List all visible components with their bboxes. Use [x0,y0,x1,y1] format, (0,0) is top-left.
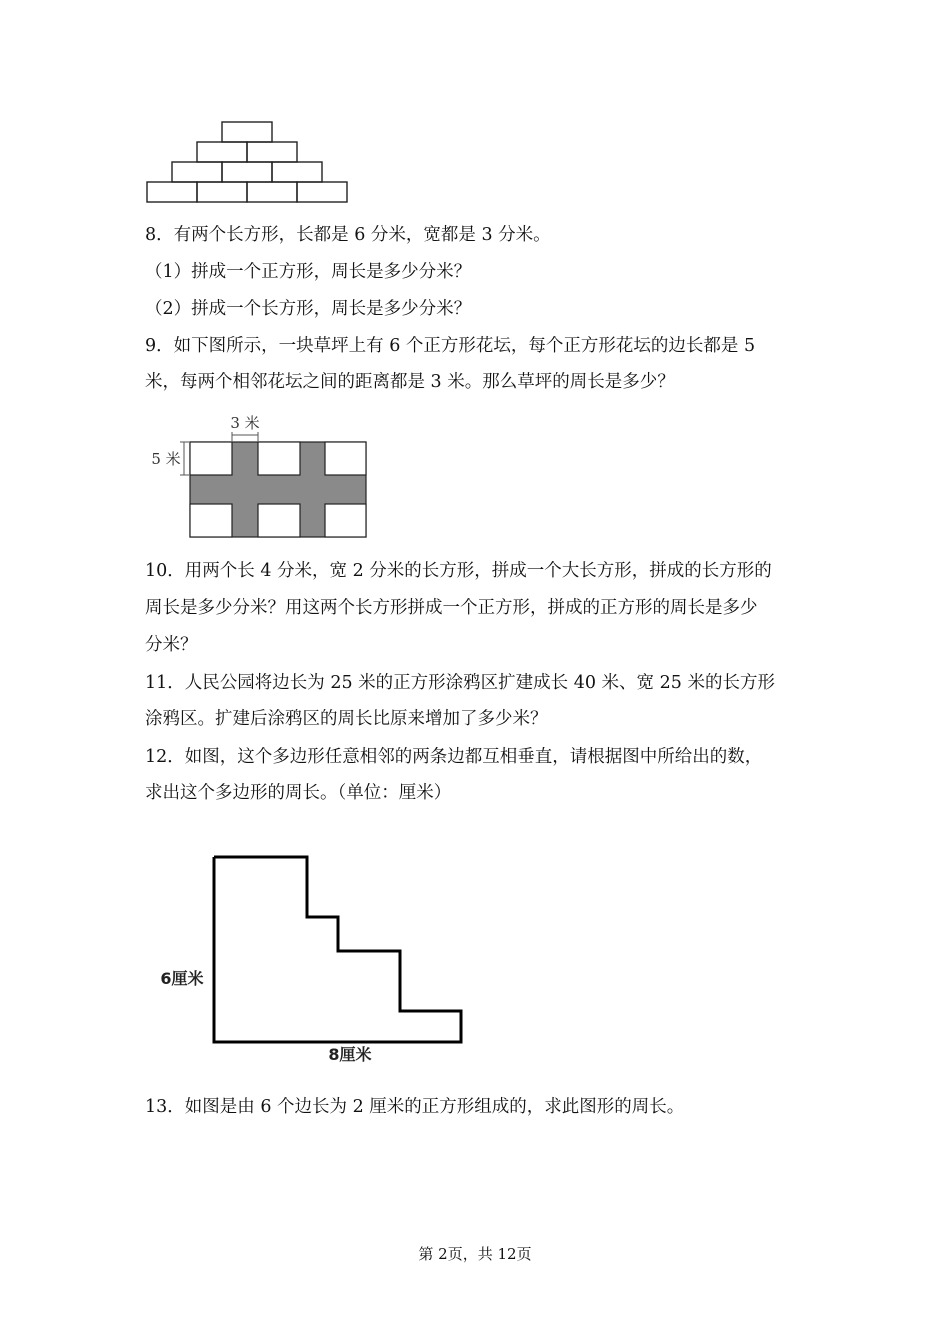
flowerbed [258,442,300,475]
problem-12-line-1: 12．如图，这个多边形任意相邻的两条边都互相垂直，请根据图中所给出的数， [145,747,763,767]
problem-13-line-1: 13．如图是由 6 个边长为 2 厘米的正方形组成的，求此图形的周长。 [145,1097,685,1117]
problem-8-question-1: （1）拼成一个正方形，周长是多少分米？ [145,262,472,282]
problem-11-line-2: 涂鸦区。扩建后涂鸦区的周长比原来增加了多少米？ [145,709,548,729]
problem-10-line-3: 分米？ [145,635,198,655]
problem-12-line-2: 求出这个多边形的周长。（单位：厘米） [145,783,452,803]
brick-pyramid-figure [145,120,355,206]
lawn-flowerbed-figure [140,410,380,545]
problem-10-line-1: 10．用两个长 4 分米，宽 2 分米的长方形，拼成一个大长方形，拼成的长方形的 [145,561,772,581]
width-label: 8厘米 [328,1045,372,1064]
page-footer: 第 2页，共 12页 [418,1245,532,1263]
gap-dimension-label: 3 米 [230,414,260,432]
flowerbed [325,442,366,475]
problem-10-line-2: 周长是多少分米？用这两个长方形拼成一个正方形，拼成的正方形的周长是多少 [145,598,758,618]
height-label: 6厘米 [160,969,204,988]
flowerbed [190,504,232,537]
problem-9-line-1: 9．如下图所示，一块草坪上有 6 个正方形花坛，每个正方形花坛的边长都是 5 [145,336,756,356]
side-dimension-label: 5 米 [151,450,181,468]
problem-8-question-2: （2）拼成一个长方形，周长是多少分米？ [145,299,472,319]
problem-11-line-1: 11．人民公园将边长为 25 米的正方形涂鸦区扩建成长 40 米、宽 25 米的长方形 [145,673,775,693]
staircase-polygon-figure [150,845,470,1070]
flowerbed [258,504,300,537]
flowerbed [325,504,366,537]
polygon-outline [214,857,461,1042]
problem-9-line-2: 米，每两个相邻花坛之间的距离都是 3 米。那么草坪的周长是多少？ [145,372,675,392]
problem-8-stem: 8．有两个长方形，长都是 6 分米，宽都是 3 分米。 [145,225,551,245]
flowerbed [190,442,232,475]
